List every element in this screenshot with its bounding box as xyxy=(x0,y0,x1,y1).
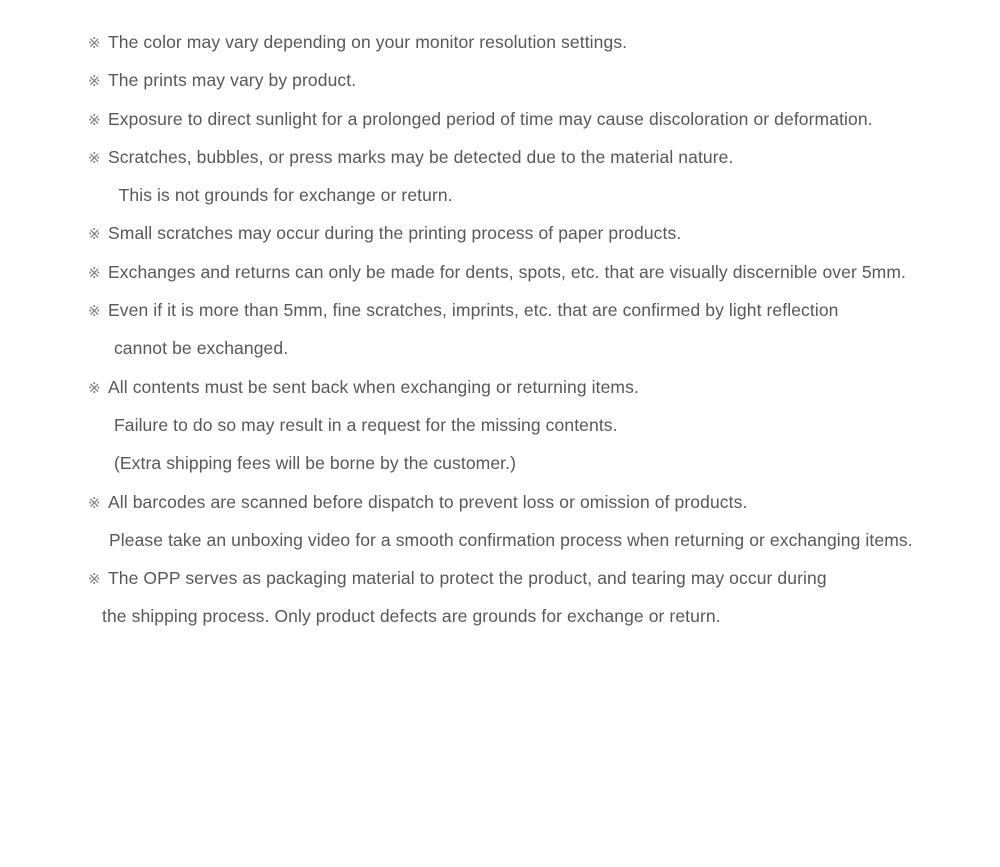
line-indent-spacer xyxy=(88,332,108,368)
notice-list xyxy=(88,24,980,637)
notice-line-text: Please take an unboxing video for a smooth confirmation process when returning or exchanging items. xyxy=(109,529,913,550)
notice-line xyxy=(88,139,980,177)
notice-line xyxy=(88,24,980,62)
notice-line xyxy=(88,62,980,100)
reference-mark-icon: ※ xyxy=(88,303,101,321)
notice-line-text: The color may vary depending on your monitor resolution settings. xyxy=(108,32,628,52)
notice-line-text: Scratches, bubbles, or press marks may be detected due to the material nature. xyxy=(108,146,734,167)
line-indent-spacer xyxy=(88,447,108,483)
reference-mark-icon: ※ xyxy=(88,379,101,397)
reference-mark-icon: ※ xyxy=(88,149,101,167)
notice-line xyxy=(88,177,980,215)
notice-line-text: All barcodes are scanned before dispatch to prevent loss or omission of products. xyxy=(108,491,748,512)
notice-line xyxy=(88,254,980,292)
notice-line-text: All contents must be sent back when exchanging or returning items. xyxy=(108,376,639,397)
notice-line xyxy=(88,330,980,368)
notice-line xyxy=(88,445,980,483)
notice-line-text: The OPP serves as packaging material to protect the product, and tearing may occur during xyxy=(108,568,827,589)
notice-line xyxy=(88,407,980,445)
line-indent-spacer xyxy=(88,600,102,636)
reference-mark-icon: ※ xyxy=(88,494,101,512)
notice-line xyxy=(88,215,980,253)
notice-line-text: Exposure to direct sunlight for a prolonged period of time may cause discoloration or deformation. xyxy=(108,108,873,129)
notice-line-text: This is not grounds for exchange or return. xyxy=(109,185,453,206)
notice-line-text: cannot be exchanged. xyxy=(109,338,289,359)
notice-line xyxy=(88,484,980,522)
reference-mark-icon: ※ xyxy=(88,264,101,282)
line-indent-spacer xyxy=(88,409,108,445)
notice-line xyxy=(88,369,980,407)
reference-mark-icon: ※ xyxy=(88,111,101,129)
reference-mark-icon: ※ xyxy=(88,571,101,589)
reference-mark-icon: ※ xyxy=(88,73,101,91)
notice-line xyxy=(88,292,980,330)
notice-line-text: (Extra shipping fees will be borne by the customer.) xyxy=(109,453,517,474)
notice-line-text: Failure to do so may result in a request for the missing contents. xyxy=(109,414,618,435)
notice-line-text: Exchanges and returns can only be made for dents, spots, etc. that are visually discernible over 5mm. xyxy=(108,261,907,282)
notice-line-text: Small scratches may occur during the printing process of paper products. xyxy=(108,223,682,244)
notice-line xyxy=(88,560,980,598)
notice-line xyxy=(88,598,980,636)
reference-mark-icon: ※ xyxy=(88,35,101,52)
line-indent-spacer xyxy=(88,524,108,560)
line-indent-spacer xyxy=(88,179,108,215)
notice-line xyxy=(88,522,980,560)
reference-mark-icon: ※ xyxy=(88,226,101,244)
notice-line-text: the shipping process. Only product defects are grounds for exchange or return. xyxy=(102,606,721,627)
notice-line-text: The prints may vary by product. xyxy=(108,70,357,91)
notice-line-text: Even if it is more than 5mm, fine scratches, imprints, etc. that are confirmed by light reflection xyxy=(108,300,839,321)
notice-line xyxy=(88,101,980,139)
